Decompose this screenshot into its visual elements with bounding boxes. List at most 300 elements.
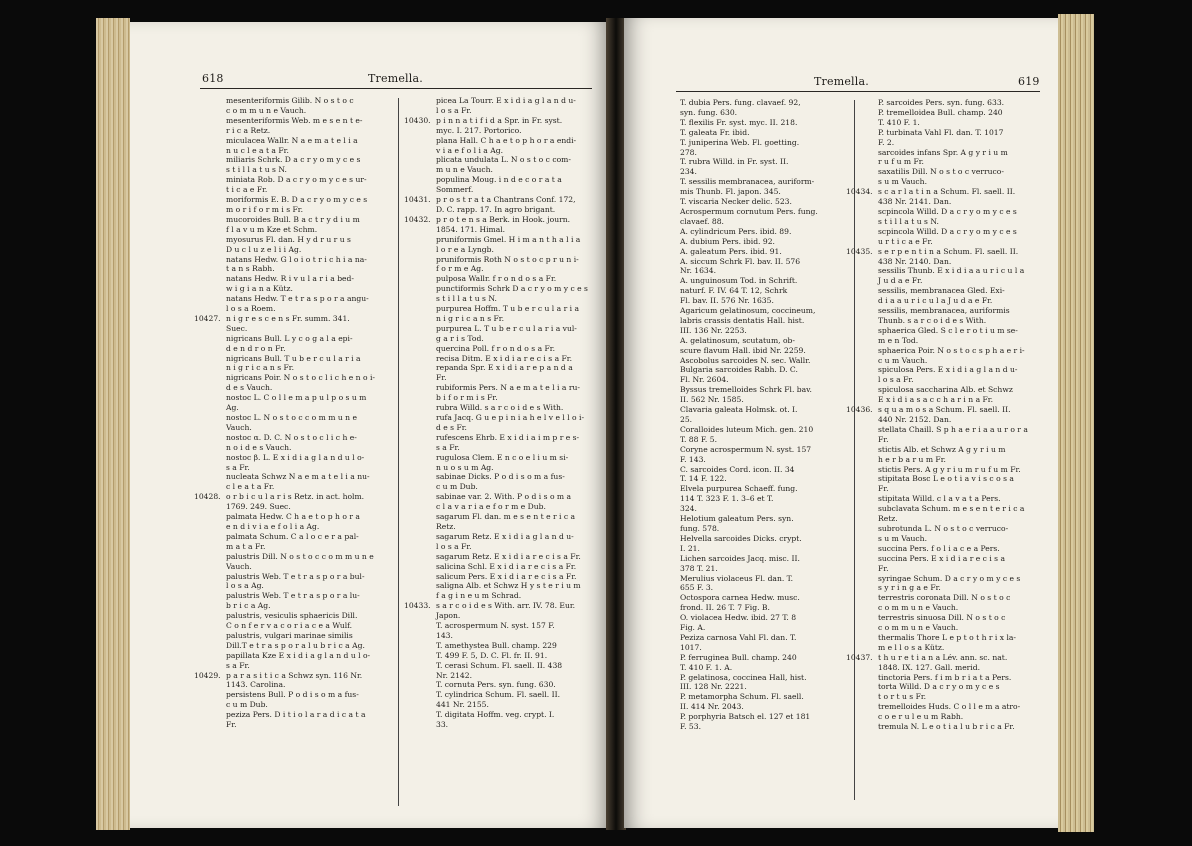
index-entry-line (194, 313, 396, 324)
entry-text: populina Moug. i n d e c o r a t a (436, 175, 562, 185)
index-entry-line (436, 492, 596, 502)
index-entry-line (878, 702, 1048, 712)
index-entry-line (878, 266, 1048, 276)
index-entry-line (680, 197, 848, 207)
entry-text: subclavata Schum. m e s e n t e r i c a (878, 504, 1025, 514)
entry-text: 1854. 171. Himal. (436, 224, 506, 234)
index-entry-line (878, 148, 1048, 158)
entry-text: p r o t e n s a Berk. in Hook. journ. (436, 214, 571, 224)
index-entry-line (878, 415, 1048, 425)
index-entry-line (226, 512, 396, 522)
index-entry-line (878, 574, 1048, 584)
entry-text: l o r e a Lyngb. (436, 244, 494, 254)
entry-text: palmata Schum. C a l o c e r a pal- (226, 531, 359, 541)
entry-text: O. violacea Hedw. ibid. 27 T. 8 (680, 613, 797, 623)
entry-text: h e r b a r u m Fr. (878, 454, 946, 464)
index-entry-line (878, 336, 1048, 346)
index-entry-line (436, 453, 596, 463)
entry-text: f o r m e Ag. (436, 264, 484, 274)
entry-text: pulposa Wallr. f r o n d o s a Fr. (436, 274, 557, 284)
index-entry-line (878, 306, 1048, 316)
entry-text: m a t a Fr. (226, 541, 266, 551)
index-entry-line (878, 673, 1048, 683)
index-entry-line (680, 306, 848, 316)
entry-text: Fr. (878, 563, 889, 573)
entry-text: v i a e f o l i a Ag. (436, 145, 503, 155)
index-entry-line (680, 564, 848, 574)
entry-text: palustris Web. T e t r a s p o r a bul- (226, 571, 365, 581)
entry-text: P. ferruginea Bull. champ. 240 (680, 652, 797, 662)
entry-text: sagarum Fl. dan. m e s e n t e r i c a (436, 512, 576, 522)
entry-text: spiculosa Pers. E x i d i a g l a n d u- (878, 365, 1018, 375)
entry-text: T. cornuta Pers. syn. fung. 630. (436, 680, 556, 690)
index-entry-line (436, 720, 596, 730)
index-entry-line (194, 670, 396, 681)
entry-text: Fr. (226, 720, 237, 730)
index-entry-line (878, 118, 1048, 128)
index-entry-line (680, 365, 848, 375)
index-entry-line (226, 651, 396, 661)
entry-text: rufescens Ehrb. E x i d i a i m p r e s- (436, 432, 580, 442)
entry-text: f a g i n e u m Schrad. (436, 591, 522, 601)
entry-text: 1143. Carolina. (226, 680, 286, 690)
entry-number: 10434. (846, 187, 873, 197)
entry-text: fung. 578. (680, 523, 720, 533)
index-entry-line (878, 682, 1048, 692)
left-running-title: Tremella. (368, 72, 423, 85)
index-entry-line (436, 472, 596, 482)
entry-text: nigricans Poir. N o s t o c l i c h e n o i- (226, 373, 375, 383)
entry-text: tremula N. L e o t i a l u b r i c a Fr. (878, 722, 1015, 732)
index-entry-line (846, 405, 1048, 415)
index-entry-line (226, 710, 396, 720)
index-entry-line (436, 572, 596, 582)
index-entry-line (436, 502, 596, 512)
entry-text: F. 143. (680, 454, 706, 464)
entry-number: 10436. (846, 405, 873, 415)
index-entry-line (680, 415, 848, 425)
entry-text: A. dubium Pers. ibid. 92. (680, 236, 775, 246)
index-entry-line (878, 445, 1048, 455)
entry-text: succina Pers. E x i d i a r e c i s a (878, 553, 1006, 563)
entry-text: palustris Web. T e t r a s p o r a lu- (226, 591, 360, 601)
index-entry-line (878, 326, 1048, 336)
index-entry-line (878, 98, 1048, 108)
entry-text: n i g r i c a n s Fr. (226, 363, 295, 373)
entry-text: l o s a Fr. (436, 105, 472, 115)
entry-text: T. 410 F. 1. (878, 117, 920, 127)
entry-text: Ag. (226, 403, 239, 413)
index-entry-line (680, 593, 848, 603)
entry-text: plana Hall. C h a e t o p h o r a endi- (436, 135, 577, 145)
entry-text: n u o s u m Ag. (436, 462, 494, 472)
index-entry-line (404, 115, 596, 126)
index-entry-line (680, 435, 848, 445)
index-entry-line (436, 443, 596, 453)
index-entry-line (226, 106, 396, 116)
entry-text: Elvela purpurea Schaeff. fung. (680, 484, 798, 494)
entry-text: Suec. (226, 323, 248, 333)
entry-text: p i n n a t i f i d a Spr. in Fr. syst. (436, 115, 563, 125)
index-entry-line (404, 601, 596, 611)
entry-text: frond. II. 26 T. 7 Fig. B. (680, 603, 770, 613)
index-entry-line (436, 294, 596, 304)
index-entry-line (436, 611, 596, 621)
index-entry-line (680, 227, 848, 237)
index-entry-line (226, 383, 396, 393)
index-entry-line (878, 128, 1048, 138)
entry-text: quercina Poll. f r o n d o s a Fr. (436, 343, 555, 353)
index-entry-line (226, 324, 396, 334)
index-entry-line (878, 138, 1048, 148)
entry-text: A. cylindricum Pers. ibid. 89. (680, 226, 792, 236)
index-entry-line (226, 661, 396, 671)
index-entry-line (226, 562, 396, 572)
entry-text: saxatilis Dill. N o s t o c verruco- (878, 167, 1004, 177)
entry-text: papillata Kze E x i d i a g l a n d u l o- (226, 650, 371, 660)
index-entry-line (878, 167, 1048, 177)
index-entry-line (878, 514, 1048, 524)
entry-text: C. sarcoides Cord. icon. II. 34 (680, 464, 795, 474)
entry-number: 10431. (404, 195, 431, 205)
index-entry-line (226, 433, 396, 443)
entry-text: moriformis E. B. D a c r y o m y c e s (226, 195, 368, 205)
index-entry-line (436, 700, 596, 710)
entry-text: salicum Pers. E x i d i a r e c i s a Fr. (436, 571, 577, 581)
entry-text: T. juniperina Web. Fl. goetting. (680, 137, 800, 147)
entry-text: 438 Nr. 2141. Dan. (878, 197, 952, 207)
entry-text: Retz. (436, 521, 456, 531)
entry-text: P. tremelloidea Bull. champ. 240 (878, 107, 1003, 117)
index-entry-line (680, 534, 848, 544)
index-entry-line (680, 276, 848, 286)
index-entry-line (878, 692, 1048, 702)
index-entry-line (404, 214, 596, 225)
entry-text: Retz. (878, 514, 898, 524)
entry-text: I. 21. (680, 543, 700, 553)
entry-text: F. 2. (878, 137, 895, 147)
index-entry-line (436, 641, 596, 651)
entry-text: l o s a Ag. (226, 581, 264, 591)
entry-text: p r o s t r a t a Chantrans Conf. 172, (436, 195, 576, 205)
entry-text: tremelloides Huds. C o l l e m a atro- (878, 702, 1021, 712)
entry-text: A. gelatinosum, scutatum, ob- (680, 335, 795, 345)
left-page (130, 22, 608, 828)
index-entry-line (878, 316, 1048, 326)
index-entry-line (878, 564, 1048, 574)
index-entry-line (226, 185, 396, 195)
entry-text: punctiformis Schrk D a c r y o m y c e s (436, 284, 588, 294)
entry-text: torta Willd. D a c r y o m y c e s (878, 682, 1000, 692)
entry-text: 440 Nr. 2152. Dan. (878, 415, 952, 424)
index-entry-line (878, 613, 1048, 623)
index-entry-line (436, 393, 596, 403)
right-column-b (846, 98, 1048, 732)
entry-text: A. siccum Schrk Fl. bav. II. 576 (680, 256, 801, 266)
index-entry-line (226, 354, 396, 364)
index-entry-line (680, 663, 848, 673)
entry-text: l o s a Roem. (226, 304, 276, 314)
index-entry-line (226, 581, 396, 591)
entry-text: 655 F. 3. (680, 583, 714, 593)
index-entry-line (436, 373, 596, 383)
entry-text: F. 53. (680, 722, 701, 732)
index-entry-line (226, 631, 396, 641)
index-entry-line (878, 346, 1048, 356)
entry-number: 10430. (404, 115, 431, 125)
index-entry-line (436, 482, 596, 492)
entry-text: nostoc β. L. E x i d i a g l a n d u l o- (226, 452, 365, 462)
index-entry-line (878, 425, 1048, 435)
index-entry-line (680, 692, 848, 702)
entry-text: T. rubra Willd. in Fr. syst. II. (680, 157, 789, 167)
index-entry-line (436, 205, 596, 215)
entry-text: picea La Tourr. E x i d i a g l a n d u- (436, 96, 576, 105)
index-entry-line (680, 702, 848, 712)
entry-text: m o r i f o r m i s Fr. (226, 204, 303, 214)
entry-text: b i f o r m i s Fr. (436, 393, 498, 403)
entry-text: m e l l o s a Kütz. (878, 642, 945, 652)
entry-text: c u m Dub. (226, 700, 268, 710)
entry-text: P. turbinata Vahl Fl. dan. T. 1017 (878, 127, 1004, 137)
entry-text: recisa Ditm. E x i d i a r e c i s a Fr. (436, 353, 572, 363)
entry-text: c l e a t a Fr. (226, 482, 275, 492)
index-entry-line (878, 643, 1048, 653)
entry-text: s u m Vauch. (878, 177, 927, 187)
index-entry-line (680, 385, 848, 395)
entry-text: scure flavum Hall. ibid Nr. 2259. (680, 345, 806, 355)
index-entry-line (436, 235, 596, 245)
index-entry-line (436, 363, 596, 373)
entry-text: purpurea L. T u b e r c u l a r i a vul- (436, 323, 577, 333)
entry-text: Dill.T e t r a s p o r a l u b r i c a Ag. (226, 640, 365, 650)
index-entry-line (226, 304, 396, 314)
entry-text: s t i l l a t u s N. (436, 294, 497, 304)
index-entry-line (436, 344, 596, 354)
index-entry-line (226, 532, 396, 542)
entry-text: natans Hedw. T e t r a s p o r a angu- (226, 294, 369, 304)
index-entry-line (878, 276, 1048, 286)
right-running-title: Tremella. (814, 75, 869, 88)
entry-text: nostoc α. D. C. N o s t o c l i c h e- (226, 432, 357, 442)
entry-text: miculacea Wallr. N a e m a t e l i a (226, 135, 358, 145)
index-entry-line (226, 472, 396, 482)
entry-text: g a r i s Tod. (436, 333, 484, 343)
index-entry-line (226, 116, 396, 126)
entry-text: w i g i a n a Kütz. (226, 284, 293, 294)
index-entry-line (436, 383, 596, 393)
entry-text: Coryne acrospermum N. syst. 157 (680, 444, 812, 454)
index-entry-line (680, 356, 848, 366)
entry-text: P. metamorpha Schum. Fl. saell. (680, 692, 804, 702)
entry-text: Helotium galeatum Pers. syn. (680, 514, 794, 524)
index-entry-line (878, 593, 1048, 603)
index-entry-line (226, 611, 396, 621)
index-entry-line (226, 393, 396, 403)
entry-text: rufa Jacq. G u e p i n i a h e l v e l l o i- (436, 413, 585, 422)
index-entry-line (226, 482, 396, 492)
index-entry-line (436, 403, 596, 413)
index-entry-line (194, 492, 396, 502)
entry-text: o r b i c u l a r i s Retz. in act. holm. (226, 492, 365, 502)
entry-text: palmata Hedw. C h a e t o p h o r a (226, 512, 360, 522)
index-entry-line (680, 316, 848, 326)
entry-text: naturf. F. IV. 64 T. 12, Schrk (680, 286, 788, 296)
entry-text: Nr. 1634. (680, 266, 717, 276)
entry-text: tinctoria Pers. f i m b r i a t a Pers. (878, 672, 1012, 682)
index-entry-line (226, 205, 396, 215)
entry-text: 143. (436, 630, 453, 640)
entry-text: Agaricum gelatinosum, coccineum, (680, 306, 816, 316)
entry-text: T. sessilis membranacea, auriform- (680, 177, 815, 187)
entry-text: succina Pers. f o l i a c e a Pers. (878, 543, 1000, 553)
right-page-edges (1058, 14, 1094, 832)
entry-text: e n d i v i a e f o l i a Ag. (226, 521, 320, 531)
index-entry-line (680, 514, 848, 524)
index-entry-line (436, 165, 596, 175)
entry-text: salicina Schl. E x i d i a r e c i s a Fr. (436, 561, 577, 571)
entry-text: u r t i c a e Fr. (878, 236, 933, 246)
index-entry-line (878, 534, 1048, 544)
index-entry-line (680, 554, 848, 564)
entry-text: pruniformis Roth N o s t o c p r u n i- (436, 254, 579, 264)
index-entry-line (226, 601, 396, 611)
entry-text: l o s a Fr. (878, 375, 914, 385)
entry-text: Lichen sarcoides Jacq. misc. II. (680, 553, 800, 563)
index-entry-line (436, 631, 596, 641)
index-entry-line (226, 255, 396, 265)
entry-text: labris crassis dentatis Hall. hist. (680, 315, 805, 325)
entry-text: rubiformis Pers. N a e m a t e l i a ru- (436, 383, 580, 393)
index-entry-line (226, 463, 396, 473)
entry-text: c u m Dub. (436, 482, 478, 492)
entry-text: myosurus Fl. dan. H y d r u r u s (226, 234, 351, 244)
index-entry-line (436, 314, 596, 324)
index-entry-line (680, 484, 848, 494)
index-entry-line (680, 524, 848, 534)
entry-number: 10437. (846, 652, 873, 662)
index-entry-line (226, 700, 396, 710)
entry-text: sessilis, membranacea Gled. Exi- (878, 286, 1005, 296)
index-entry-line (226, 552, 396, 562)
index-entry-line (226, 136, 396, 146)
index-entry-line (680, 544, 848, 554)
entry-text: T. amethystea Bull. champ. 229 (436, 640, 557, 650)
index-entry-line (226, 591, 396, 601)
index-entry-line (226, 274, 396, 284)
entry-text: mesenteriformis Gilib. N o s t o c (226, 96, 354, 105)
index-entry-line (226, 334, 396, 344)
index-entry-line (878, 108, 1048, 118)
entry-text: nigricans Bull. L y c o g a l a epi- (226, 333, 353, 343)
index-entry-line (680, 128, 848, 138)
entry-text: 114 T. 323 F. 1. 3–6 et T. (680, 494, 774, 504)
index-entry-line (878, 395, 1048, 405)
index-entry-line (878, 375, 1048, 385)
left-column-b (404, 96, 596, 730)
entry-text: sphaerica Gled. S c l e r o t i u m se- (878, 325, 1018, 335)
index-entry-line (436, 175, 596, 185)
index-entry-line (226, 215, 396, 225)
entry-text: 378 T. 21. (680, 563, 718, 573)
entry-text: 438 Nr. 2140. Dan. (878, 256, 952, 266)
index-entry-line (226, 245, 396, 255)
entry-text: c o m m u n e Vauch. (878, 623, 959, 633)
entry-text: persistens Bull. P o d i s o m a fus- (226, 690, 359, 700)
index-entry-line (680, 682, 848, 692)
index-entry-line (680, 623, 848, 633)
index-entry-line (226, 165, 396, 175)
entry-text: rubra Willd. s a r c o i d e s With. (436, 403, 564, 413)
index-entry-line (226, 146, 396, 156)
entry-text: nigricans Bull. T u b e r c u l a r i a (226, 353, 361, 363)
index-entry-line (878, 207, 1048, 217)
index-entry-line (680, 336, 848, 346)
entry-text: 25. (680, 415, 693, 424)
entry-text: thermalis Thore L e p t o t h r i x la- (878, 632, 1016, 642)
index-entry-line (226, 572, 396, 582)
entry-text: C o n f e r v a c o r i a c e a Wulf. (226, 621, 353, 631)
index-entry-line (436, 562, 596, 572)
index-entry-line (436, 304, 596, 314)
entry-text: s q u a m o s a Schum. Fl. saell. II. (878, 405, 1011, 415)
entry-text: s u m Vauch. (878, 533, 927, 543)
index-entry-line (878, 663, 1048, 673)
entry-text: 441 Nr. 2155. (436, 700, 489, 710)
index-entry-line (226, 363, 396, 373)
entry-text: sessilis Thunb. E x i d i a a u r i c u l a (878, 266, 1025, 276)
index-entry-line (878, 603, 1048, 613)
index-entry-line (680, 712, 848, 722)
entry-text: P. gelatinosa, coccinea Hall, hist. (680, 672, 807, 682)
index-entry-line (680, 375, 848, 385)
entry-text: T. acrospermum N. syst. 157 F. (436, 621, 555, 631)
entry-text: T. galeata Fr. ibid. (680, 127, 750, 137)
entry-text: sessilis, membranacea, auriformis (878, 306, 1010, 316)
index-entry-line (878, 474, 1048, 484)
entry-text: palustris, vulgari marinae similis (226, 630, 353, 640)
entry-text: stipitata Bosc L e o t i a v i s c o s a (878, 474, 1014, 484)
index-entry-line (878, 484, 1048, 494)
entry-text: sabinae Dicks. P o d i s o m a fus- (436, 472, 565, 482)
entry-text: n i g r e s c e n s Fr. summ. 341. (226, 313, 350, 323)
entry-text: clavaef. 88. (680, 216, 724, 226)
entry-text: D. C. rapp. 17. In agro brigant. (436, 204, 556, 214)
index-entry-line (680, 138, 848, 148)
index-entry-line (436, 413, 596, 423)
index-entry-line (878, 197, 1048, 207)
index-entry-line (436, 284, 596, 294)
entry-text: natans Hedw. R i v u l a r i a bed- (226, 274, 354, 284)
entry-text: nostoc L. C o l l e m a p u l p o s u m (226, 393, 367, 403)
index-entry-line (878, 455, 1048, 465)
entry-text: d e s Vauch. (226, 383, 273, 393)
entry-text: d i a a u r i c u l a J u d a e Fr. (878, 296, 993, 306)
entry-text: Merulius violaceus Fl. dan. T. (680, 573, 794, 583)
entry-text: c l a v a r i a e f o r m e Dub. (436, 502, 546, 512)
entry-text: t a n s Rabh. (226, 264, 275, 274)
index-entry-line (436, 552, 596, 562)
index-entry-line (226, 522, 396, 532)
index-entry-line (878, 722, 1048, 732)
entry-text: Thunb. s a r c o i d e s With. (878, 315, 987, 325)
index-entry-line (226, 195, 396, 205)
entry-number: 10432. (404, 214, 431, 224)
index-entry-line (436, 146, 596, 156)
entry-text: E x i d i a s a c c h a r i n a Fr. (878, 395, 993, 405)
index-entry-line (226, 413, 396, 423)
index-entry-line (680, 603, 848, 613)
